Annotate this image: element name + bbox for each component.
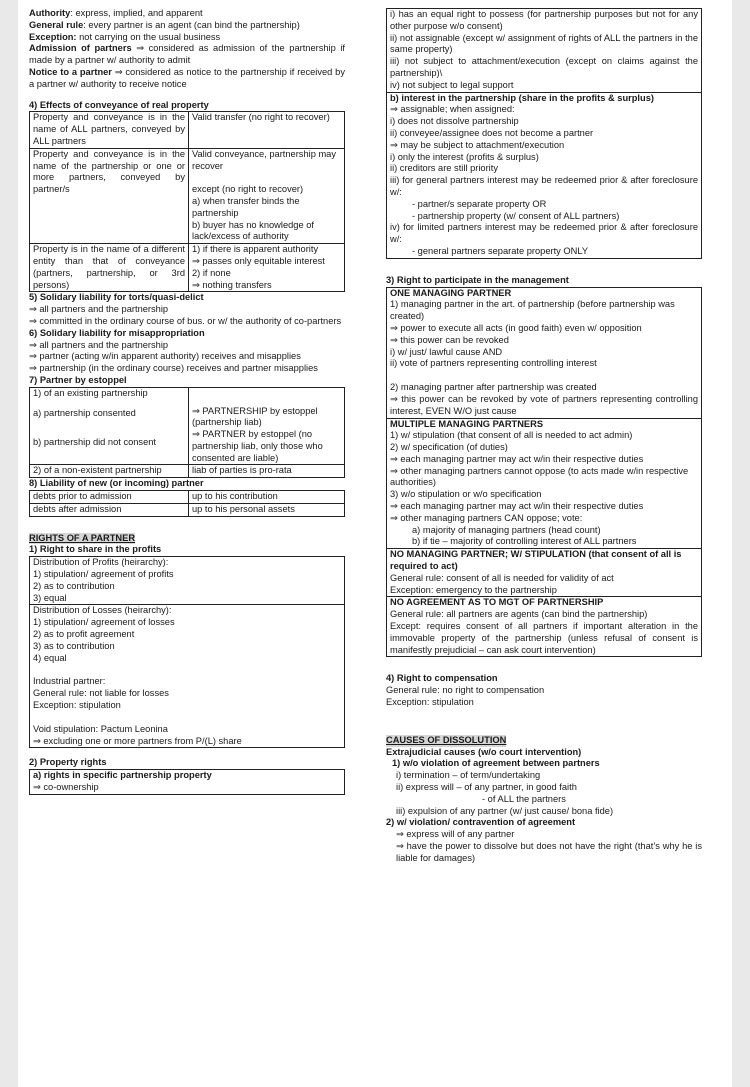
conveyance-row-2-right: Valid conveyance, partnership may recover except (no right to recover) a) when transfer binds the partnership b) buyer has no knowledge of lack/excess of authority <box>189 148 344 243</box>
mgmt-line: ⇒ this power can be revoked <box>390 334 509 345</box>
exception-text: not carrying on the usual business <box>76 31 221 42</box>
admission-term: Admission of partners <box>29 43 132 54</box>
mgmt-line: 3) w/o stipulation or w/o specification <box>390 489 542 500</box>
left-column <box>29 8 345 795</box>
conveyance-row-2-left: Property and conveyance is in the name of the partnership or one or more partners, conveyed by partner/s <box>30 148 189 243</box>
conveyance-row-3-left: Property is in the name of a different entity than that of conveyance (partners, partnership, or 3rd persons) <box>30 243 189 291</box>
conveyance-table <box>29 111 345 292</box>
profits-line: 3) equal <box>33 592 67 603</box>
rights-title: RIGHTS OF A PARTNER <box>29 532 136 543</box>
interest-line: ii) creditors are still priority <box>390 163 498 174</box>
debts-after: debts after admission <box>30 503 189 516</box>
specific-property-line: iii) not subject to attachment/execution (except on claims against the partnership)\ <box>390 56 698 78</box>
no-agreement-box <box>386 597 702 657</box>
right-4-title: 4) Right to compensation <box>386 673 498 684</box>
cause-1-line: ii) express will – of any partner, in good faith <box>396 782 577 793</box>
cause-1-line: - of ALL the partners <box>482 793 566 804</box>
losses-line: Distribution of Losses (heirarchy): <box>33 605 172 616</box>
section-6-line: ⇒ partner (acting w/in apparent authority) receives and misapplies <box>29 351 301 362</box>
mgmt-heading: NO AGREEMENT AS TO MGT OF PARTNERSHIP <box>390 597 604 608</box>
mgmt-line: Except: requires consent of all partners if important alteration in the immovable property of the partnership (unless refusal of consent is manifestly prejudicial – can ask court intervention) <box>390 621 698 655</box>
general-rule-text: : every partner is an agent (can bind the partnership) <box>83 19 300 30</box>
section-4-title: 4) Effects of conveyance of real property <box>29 99 209 110</box>
estoppel-consented: a) partnership consented <box>30 400 189 430</box>
mgmt-line: General rule: consent of all is needed for validity of act <box>390 572 614 583</box>
no-managing-box <box>386 549 702 597</box>
general-rule-term: General rule <box>29 19 84 30</box>
profits-box <box>29 556 345 605</box>
interest-line: b) interest in the partnership (share in the profits & surplus) <box>390 92 654 103</box>
mgmt-line: a) majority of managing partners (head count) <box>412 524 601 535</box>
losses-line: Exception: stipulation <box>33 700 121 711</box>
interest-line: - partnership property (w/ consent of ALL partners) <box>412 210 620 221</box>
notice-term: Notice to a partner <box>29 66 112 77</box>
cause-1-title: 1) w/o violation of agreement between partners <box>392 758 600 769</box>
estoppel-head: 1) of an existing partnership <box>30 388 189 400</box>
right-3-title: 3) Right to participate in the management <box>386 274 569 285</box>
estoppel-table <box>29 387 345 479</box>
new-partner-table <box>29 490 345 517</box>
admission-text: ⇒ considered as admission of the partnership if made by a partner w/ authority to admit <box>29 43 346 66</box>
conveyance-row-1-left: Property and conveyance is in the name of ALL partners, conveyed by ALL partners <box>30 112 189 147</box>
losses-line: 2) as to profit agreement <box>33 629 135 640</box>
profits-line: 2) as to contribution <box>33 580 115 591</box>
specific-property-line: ii) not assignable (except w/ assignment of rights of ALL the partners in the same property) <box>390 32 698 55</box>
estoppel-nonexistent-result: liab of parties is pro-rata <box>189 464 344 477</box>
losses-box <box>29 605 345 748</box>
section-6-line: ⇒ all partners and the partnership <box>29 339 169 350</box>
compensation-line: General rule: no right to compensation <box>386 685 545 696</box>
mgmt-line: i) w/ just/ lawful cause AND <box>390 346 503 357</box>
property-rights-line: ⇒ co-ownership <box>33 782 99 793</box>
one-managing-box <box>386 287 702 419</box>
debts-prior: debts prior to admission <box>30 491 189 503</box>
profits-line: 1) stipulation/ agreement of profits <box>33 569 174 580</box>
section-6-title: 6) Solidary liability for misappropriation <box>29 327 205 338</box>
interest-line: i) only the interest (profits & surplus) <box>390 151 539 162</box>
losses-line: 4) equal <box>33 652 67 663</box>
mgmt-line: ⇒ other managing partners cannot oppose (to acts made w/in respective authorities) <box>390 465 689 488</box>
conveyance-row-3-right: 1) if there is apparent authority ⇒ passes only equitable interest 2) if none ⇒ nothing transfers <box>189 243 344 291</box>
losses-line: 1) stipulation/ agreement of losses <box>33 617 175 628</box>
multiple-managing-box <box>386 419 702 550</box>
mgmt-line: ⇒ power to execute all acts (in good faith) even w/ opposition <box>390 322 642 333</box>
mgmt-line: 1) w/ stipulation (that consent of all is needed to act admin) <box>390 430 633 441</box>
mgmt-line: ⇒ other managing partners CAN oppose; vote: <box>390 512 583 523</box>
specific-property-box <box>386 8 702 93</box>
cause-1-line: iii) expulsion of any partner (w/ just cause/ bona fide) <box>396 805 614 816</box>
losses-line: 3) as to contribution <box>33 640 115 651</box>
specific-property-line: iv) not subject to legal support <box>390 79 514 90</box>
right-2-title: 2) Property rights <box>29 757 107 768</box>
cause-2-line: ⇒ have the power to dissolve but does not have the right (that’s why he is liable for damages) <box>396 841 702 863</box>
section-5-line: ⇒ all partners and the partnership <box>29 304 169 315</box>
section-5-title: 5) Solidary liability for torts/quasi-delict <box>29 292 204 303</box>
mgmt-heading: MULTIPLE MANAGING PARTNERS <box>390 418 544 429</box>
section-5-line: ⇒ committed in the ordinary course of bus. or w/ the authority of co-partners <box>29 315 342 326</box>
extrajudicial-title: Extrajudicial causes (w/o court intervention) <box>386 746 582 757</box>
exception-term: Exception: <box>29 31 77 42</box>
compensation-line: Exception: stipulation <box>386 697 474 708</box>
mgmt-heading: NO MANAGING PARTNER; W/ STIPULATION (that consent of all is required to act) <box>390 549 682 572</box>
mgmt-line: ⇒ each managing partner may act w/in their respective duties <box>390 453 644 464</box>
right-column <box>386 8 702 865</box>
losses-line: General rule: not liable for losses <box>33 688 169 699</box>
estoppel-consented-result: ⇒ PARTNERSHIP by estoppel (partnership liab) <box>192 405 318 428</box>
section-6-line: ⇒ partnership (in the ordinary course) receives and partner misapplies <box>29 363 318 374</box>
section-7-title: 7) Partner by estoppel <box>29 374 127 385</box>
mgmt-line: General rule: all partners are agents (can bind the partnership) <box>390 609 648 620</box>
debts-after-liability: up to his personal assets <box>189 503 344 516</box>
losses-line: Industrial partner: <box>33 676 106 687</box>
authority-term: Authority <box>29 8 71 18</box>
interest-line: iv) for limited partners interest may be redeemed prior & after foreclosure w/: <box>390 222 698 245</box>
estoppel-not-consented: b) partnership did not consent <box>30 429 189 464</box>
causes-title: CAUSES OF DISSOLUTION <box>386 734 507 745</box>
interest-line: ii) conveyee/assignee does not become a partner <box>390 127 594 138</box>
cause-1-line: i) termination – of term/undertaking <box>396 770 541 781</box>
cause-2-title: 2) w/ violation/ contravention of agreement <box>386 817 576 828</box>
right-1-title: 1) Right to share in the profits <box>29 544 162 555</box>
mgmt-line: 1) managing partner in the art. of partnership (before partnership was created) <box>390 299 675 322</box>
authority-text: : express, implied, and apparent <box>70 8 203 18</box>
specific-property-line: i) has an equal right to possess (for partnership purposes but not for any other purpose w/o consent) <box>390 9 698 31</box>
mgmt-line: ii) vote of partners representing controlling interest <box>390 358 597 369</box>
mgmt-line: ⇒ this power can be revoked by vote of partners representing controlling interest, EVEN W/O just cause <box>390 393 698 416</box>
mgmt-heading: ONE MANAGING PARTNER <box>390 287 512 298</box>
interest-line: - general partners separate property ONLY <box>412 245 589 256</box>
interest-line: iii) for general partners interest may be redeemed prior & after foreclosure w/: <box>390 175 698 197</box>
section-8-title: 8) Liability of new (or incoming) partner <box>29 478 204 489</box>
property-rights-box <box>29 769 345 795</box>
interest-line: ⇒ may be subject to attachment/execution <box>390 139 565 150</box>
mgmt-line: b) if tie – majority of controlling interest of ALL partners <box>412 536 637 547</box>
interest-line: i) does not dissolve partnership <box>390 116 519 127</box>
mgmt-line: 2) managing partner after partnership was created <box>390 382 597 393</box>
mgmt-line: 2) w/ specification (of duties) <box>390 442 508 453</box>
mgmt-line: ⇒ each managing partner may act w/in their respective duties <box>390 501 644 512</box>
losses-line: ⇒ excluding one or more partners from P/(L) share <box>33 735 242 746</box>
interest-line: - partner/s separate property OR <box>412 198 547 209</box>
interest-line: ⇒ assignable; when assigned: <box>390 104 515 115</box>
profits-line: Distribution of Profits (heirarchy): <box>33 557 169 568</box>
mgmt-line: Exception: emergency to the partnership <box>390 584 557 595</box>
estoppel-not-consented-result: ⇒ PARTNER by estoppel (no partnership liab, only those who consented are liable) <box>192 429 323 463</box>
cause-2-line: ⇒ express will of any partner <box>396 829 515 840</box>
conveyance-row-1-right: Valid transfer (no right to recover) <box>192 112 330 123</box>
estoppel-nonexistent: 2) of a non-existent partnership <box>30 464 189 477</box>
losses-line: Void stipulation: Pactum Leonina <box>33 723 168 734</box>
property-rights-line: a) rights in specific partnership property <box>33 770 212 781</box>
debts-prior-liability: up to his contribution <box>192 491 278 502</box>
notice-text: ⇒ considered as notice to the partnership if received by a partner w/ authority to receive notice <box>29 66 345 89</box>
interest-box <box>386 93 702 259</box>
